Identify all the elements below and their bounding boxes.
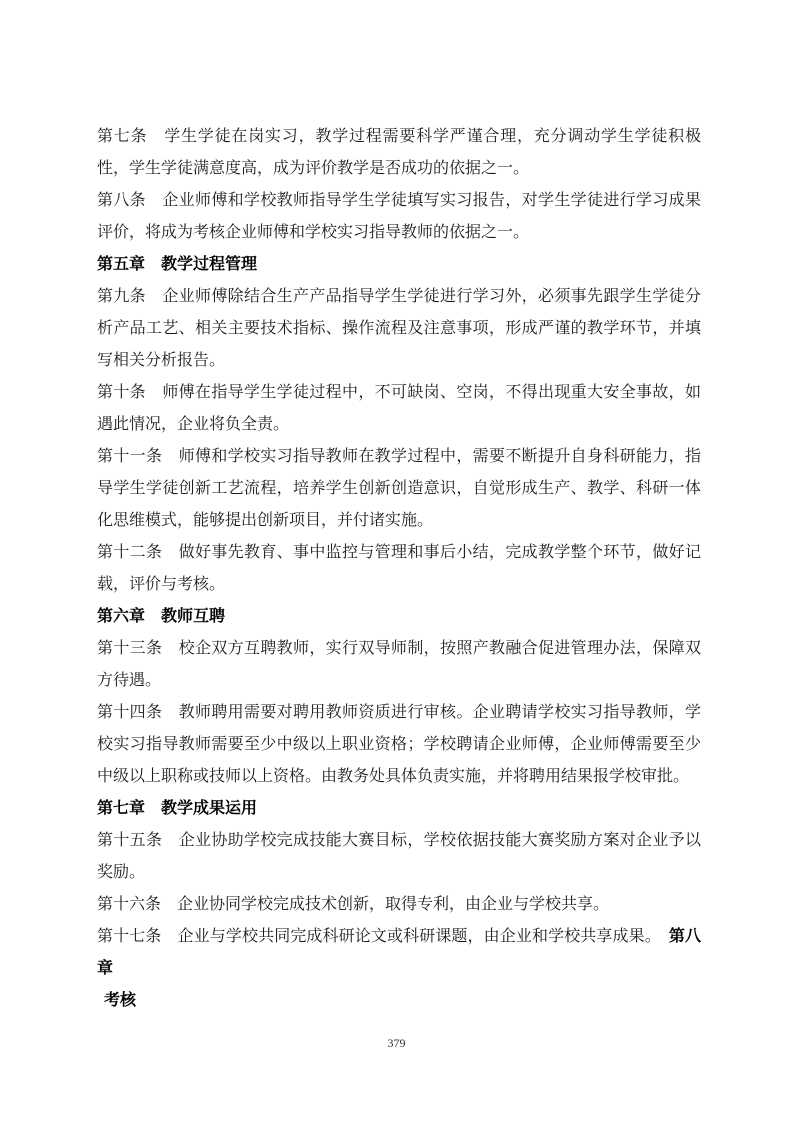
paragraph-article-8: 第八条 企业师傅和学校教师指导学生学徒填写实习报告，对学生学徒进行学习成果评价，将成为考核企业师傅和学校实习指导教师的依据之一。: [97, 192, 701, 241]
paragraph-article-11: 第十一条 师傅和学校实习指导教师在教学过程中，需要不断提升自身科研能力，指导学生学徒创新工艺流程，培养学生创新创造意识，自觉形成生产、教学、科研一体化思维模式，能够提出创新项目，并付诸实施。: [97, 448, 701, 529]
heading-chapter-6: 第六章 教师互聘: [97, 608, 226, 625]
document-content: [97, 121, 701, 1017]
paragraph-article-12: 第十二条 做好事先教育、事中监控与管理和事后小结，完成教学整个环节，做好记载，评价与考核。: [97, 544, 701, 593]
heading-chapter-5: 第五章 教学过程管理: [97, 256, 258, 273]
paragraph-article-14: 第十四条 教师聘用需要对聘用教师资质进行审核。企业聘请学校实习指导教师，学校实习指导教师需要至少中级以上职业资格；学校聘请企业师傅，企业师傅需要至少中级以上职称或技师以上资格。由教务处具体负责实施，并将聘用结果报学校审批。: [97, 704, 701, 785]
paragraph-article-15: 第十五条 企业协助学校完成技能大赛目标，学校依据技能大赛奖励方案对企业予以奖励。: [97, 832, 701, 881]
paragraph-article-7: 第七条 学生学徒在岗实习，教学过程需要科学严谨合理，充分调动学生学徒积极性，学生学徒满意度高，成为评价教学是否成功的依据之一。: [97, 128, 701, 177]
paragraph-article-10: 第十条 师傅在指导学生学徒过程中，不可缺岗、空岗，不得出现重大安全事故，如遇此情况，企业将负全责。: [97, 384, 701, 433]
page-number: 379: [387, 1036, 406, 1050]
paragraph-article-13: 第十三条 校企双方互聘教师，实行双导师制，按照产教融合促进管理办法，保障双方待遇。: [97, 640, 701, 689]
paragraph-article-16: 第十六条 企业协同学校完成技术创新，取得专利，由企业与学校共享。: [97, 896, 610, 913]
paragraph-article-17: [97, 921, 701, 985]
chapter-8-label: 第八章: [97, 928, 701, 977]
article-17-text: 第十七条 企业与学校共同完成科研论文或科研课题，由企业和学校共享成果。: [97, 928, 661, 945]
page-footer: [0, 1035, 793, 1051]
paragraph-article-9: 第九条 企业师傅除结合生产产品指导学生学徒进行学习外，必须事先跟学生学徒分析产品工艺、相关主要技术指标、操作流程及注意事项，形成严谨的教学环节，并填写相关分析报告。: [97, 288, 701, 369]
heading-chapter-8-title: 考核: [104, 992, 137, 1009]
heading-chapter-7: 第七章 教学成果运用: [97, 800, 258, 817]
